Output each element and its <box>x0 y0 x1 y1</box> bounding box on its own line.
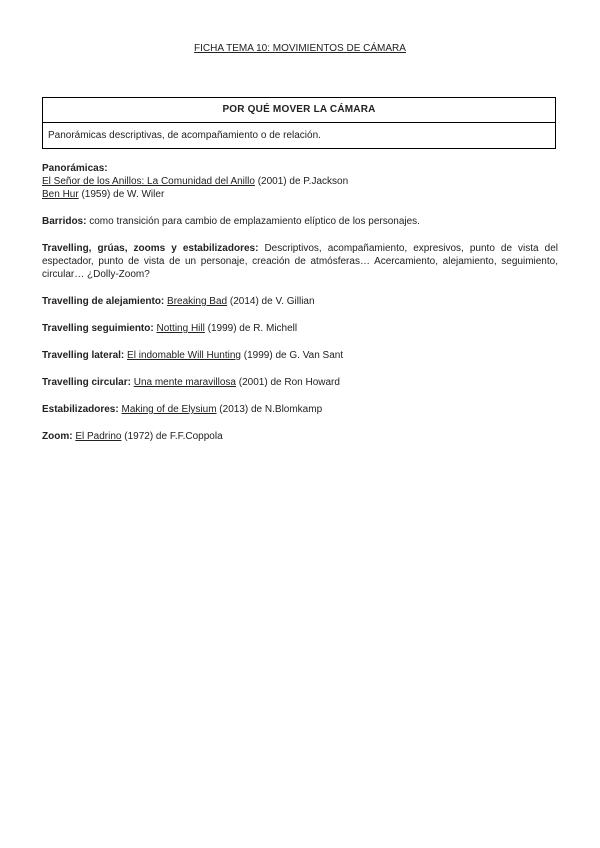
box-heading: POR QUÉ MOVER LA CÁMARA <box>43 98 555 123</box>
why-move-camera-box <box>42 97 556 149</box>
travelling-label: Travelling, grúas, zooms y estabilizadores: <box>42 243 259 254</box>
film-details: (1959) de W. Wiler <box>78 189 165 200</box>
page-title: FICHA TEMA 10: MOVIMIENTOS DE CÁMARA <box>194 43 406 54</box>
example-label: Travelling seguimiento: <box>42 323 154 334</box>
film-link[interactable]: Making of de Elysium <box>121 404 217 415</box>
film-link[interactable]: El indomable Will Hunting <box>127 350 241 361</box>
film-details: (1999) de G. Van Sant <box>241 350 344 361</box>
example-zoom <box>42 430 558 443</box>
example-estabilizadores <box>42 403 558 416</box>
example-label: Travelling lateral: <box>42 350 125 361</box>
example-label: Travelling circular: <box>42 377 131 388</box>
film-details: (2001) de Ron Howard <box>235 377 340 388</box>
example-label: Zoom: <box>42 431 73 442</box>
example-label: Travelling de alejamiento: <box>42 296 165 307</box>
panoramicas-label: Panorámicas: <box>42 163 108 174</box>
example-circular <box>42 376 558 389</box>
film-details: (1999) de R. Michell <box>204 323 298 334</box>
travelling-text: Descriptivos, acompañamiento, expresivos, punto de vista del espectador, punto de vista de un personaje, creación de atmósferas… Acercamiento, alejamiento, seguimiento, circular… ¿Dolly-Zoom? <box>42 243 558 280</box>
film-link[interactable]: El Señor de los Anillos: La Comunidad del Anillo <box>42 176 255 187</box>
film-link[interactable]: El Padrino <box>75 431 122 442</box>
film-details: (2014) de V. Gillian <box>227 296 315 307</box>
example-alejamiento <box>42 295 558 308</box>
panoramica-example <box>42 188 558 201</box>
box-text: Panorámicas descriptivas, de acompañamiento o de relación. <box>48 130 321 141</box>
barridos-label: Barridos: <box>42 216 87 227</box>
content <box>42 162 558 457</box>
barridos-text: como transición para cambio de emplazamiento elíptico de los personajes. <box>86 216 420 227</box>
panoramica-example <box>42 175 558 188</box>
film-link[interactable]: Una mente maravillosa <box>133 377 236 388</box>
example-seguimiento <box>42 322 558 335</box>
film-link[interactable]: Ben Hur <box>42 189 79 200</box>
film-link[interactable]: Notting Hill <box>156 323 205 334</box>
panoramicas-section <box>42 162 558 201</box>
example-label: Estabilizadores: <box>42 404 119 415</box>
film-details: (1972) de F.F.Coppola <box>121 431 223 442</box>
example-lateral <box>42 349 558 362</box>
film-link[interactable]: Breaking Bad <box>167 296 228 307</box>
film-details: (2001) de P.Jackson <box>254 176 349 187</box>
film-details: (2013) de N.Blomkamp <box>216 404 323 415</box>
barridos-section <box>42 215 558 228</box>
travelling-section <box>42 242 558 281</box>
